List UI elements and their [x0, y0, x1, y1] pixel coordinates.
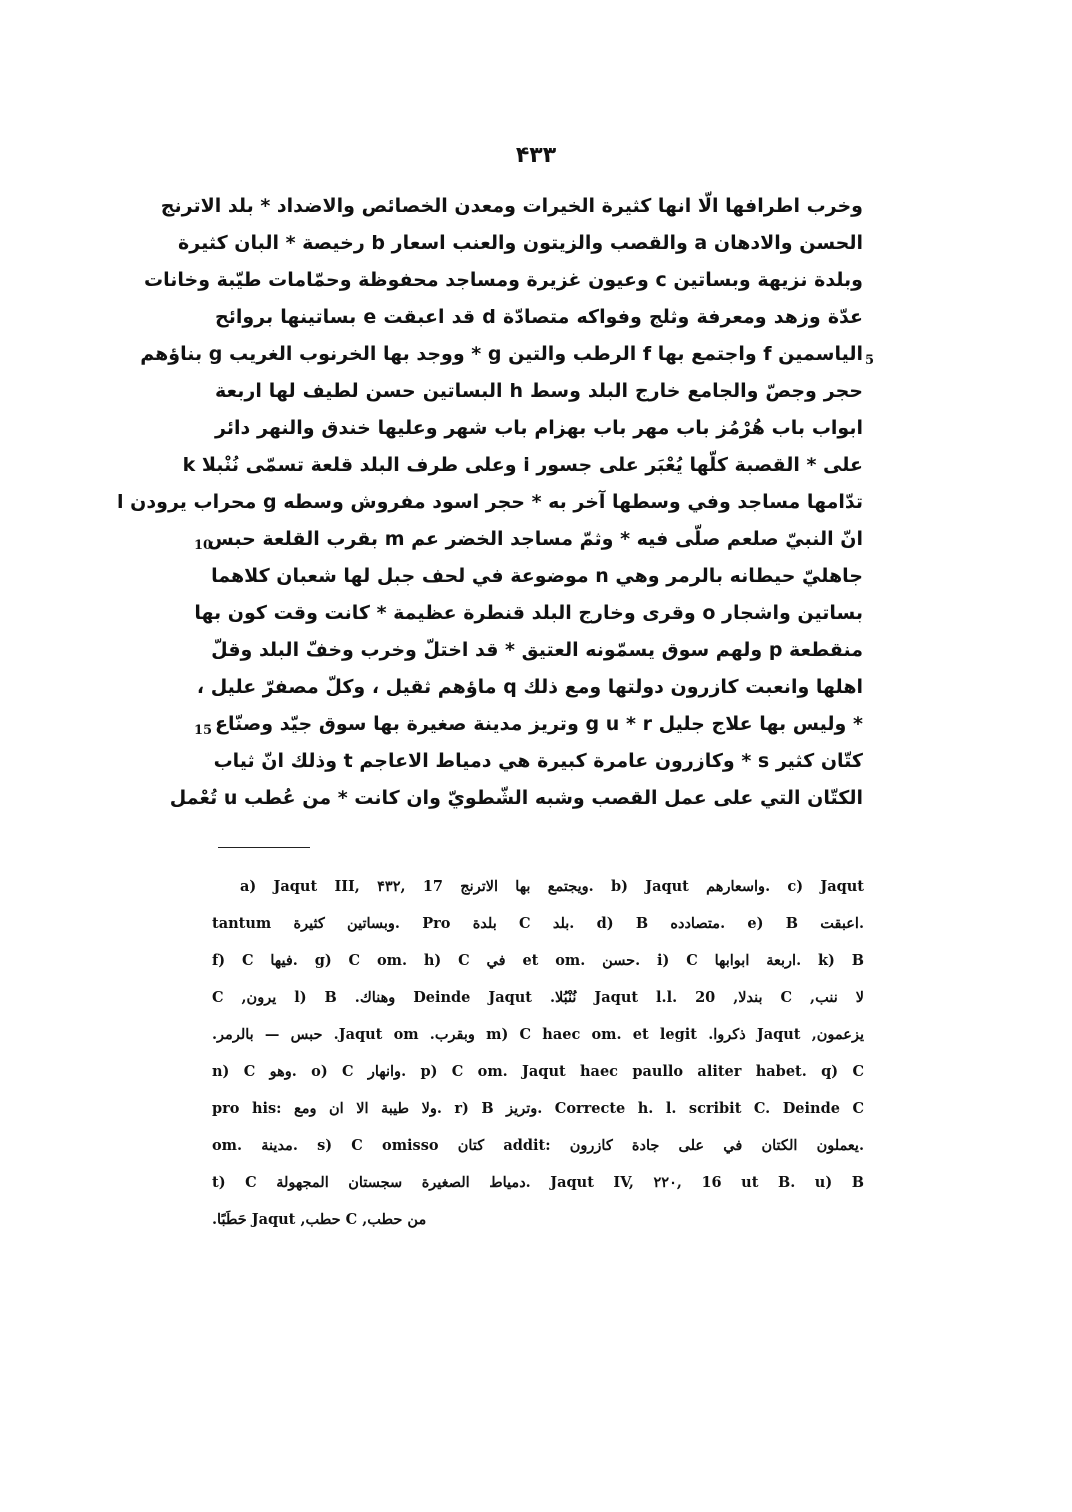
line-number-5: 5 [865, 353, 875, 368]
text-line: ابواب باب هُرْمُز باب مهر باب بهزام باب شهر وعليها خندق والنهر دائر [215, 417, 863, 439]
footnote-line: tantum وبساتين كثيرة. Pro بلدة C بلد. d) B متصادده. e) B اعبقت. [212, 915, 864, 932]
footnote-line: pro his: ولا طيبة الا ان ومع. r) B وتريز. Correcte h. l. scribit C. Deinde C [212, 1100, 864, 1117]
text-line: * وليس بها علاج جليل g u * r وتريز مدينة صغيرة بها سوق جيّد وصنّاع [215, 713, 863, 735]
line-number-10: 10 [194, 538, 213, 553]
footnote-line: a) Jaqut III, ۴۳۲, 17 ويجتمع بها الاترنج. b) Jaqut واسعارهم. c) Jaqut [240, 878, 865, 895]
footnotes-block [212, 868, 864, 1238]
text-line: جاهليّ حيطانه بالرمر وهي n موضوعة في لحف جبل لها شعبان كلاهما [211, 565, 863, 587]
footnote-line: n) C وهو. o) C وانهار. p) C om. Jaqut haec paullo aliter habet. q) C [212, 1063, 864, 1080]
footnote-line: يزعمون, Jaqut ذكروا. m) C haec om. et legit وبقرب. Jaqut om. حبس — بالرمر. [212, 1026, 864, 1043]
text-line: تدّامها مساجد وفي وسطها آخر به * حجر اسود مفروش وسطه g محراب يرودن l [117, 491, 863, 513]
text-line: وخرب اطرافها الّا انها كثيرة الخيرات ومعدن الخصائص والاضداد * بلد الاترنج [160, 195, 863, 217]
text-line: منقطعة p ولهم سوق يسمّونه العتيق * قد اختلّ وخرب وخفّ البلد وقلّ [211, 639, 863, 661]
text-line: وبلدة نزيهة وبساتين c وعيون غزيرة ومساجد محفوظة وحمّامات طيّبة وخانات [144, 269, 863, 291]
text-line: حجر وجصّ والجامع خارج البلد وسط h البساتين حسن لطيف لها اربعة [215, 380, 863, 402]
text-line: الحسن والادهان a والقصب والزيتون والعنب اسعار b رخيصة * البان كثيرة [178, 232, 863, 254]
footnote-line: من حطب, C حطب, Jaqut حَطَبًا. [212, 1211, 427, 1228]
footnote-line: f) C فيها. g) C om. h) C في et om. حسن. i) C اربعة ابوابها. k) B [212, 952, 864, 969]
line-number-15: 15 [194, 723, 213, 738]
text-line: بساتين واشجار o وقرى وخارج البلد قنطرة عظيمة * كانت وقت كون بها [194, 602, 863, 624]
footnote-separator [218, 847, 310, 848]
page-number: ۴۳۳ [515, 143, 557, 168]
text-line: كتّان كثير s * وكازرون عامرة كبيرة هي دمياط الاعاجم t وذلك انّ ثياب [213, 750, 863, 772]
text-line: على * القصبة كلّها يُعْبَر على جسور i وعلى طرف البلد قلعة تسمّى نُنْبلا k [182, 454, 863, 476]
text-line: انّ النبيّ صلعم صلّى فيه * وثمّ مساجد الخضر عم m بقرب القلعة حبس [207, 528, 863, 550]
text-line: الكتّان التي على عمل القصب وشبه الشّطويّ وان كانت * من عُطب u تُعْمل [169, 787, 863, 809]
text-line: الياسمين f واجتمع بها f الرطب والتين g * ووجد بها الخرنوب الغريب g بناؤهم [140, 343, 863, 365]
text-line: عدّة وزهد ومعرفة وثلج وفواكه متصادّة d قد اعبقت e بساتينها بروائح [215, 306, 863, 328]
text-line: اهلها وانعبت كازرون دولتها ومع ذلك q ماؤهم ثقيل ، وكلّ مصفرّ عليل ، [196, 676, 863, 698]
footnote-line: om. مدينة. s) C omisso كتان addit: يعملون الكتان في على جادة كازرون. [212, 1137, 864, 1154]
footnote-line: لا ننب, C بندلا, Jaqut l.l. 20 نُنْبُلا. Deinde Jaqut وهناك. l) B يرون, C [212, 989, 864, 1006]
footnote-line: t) C دمياط الصغيرة سجستان المجهولة. Jaqut IV, ۲۲۰, 16 ut B. u) B [212, 1174, 864, 1191]
